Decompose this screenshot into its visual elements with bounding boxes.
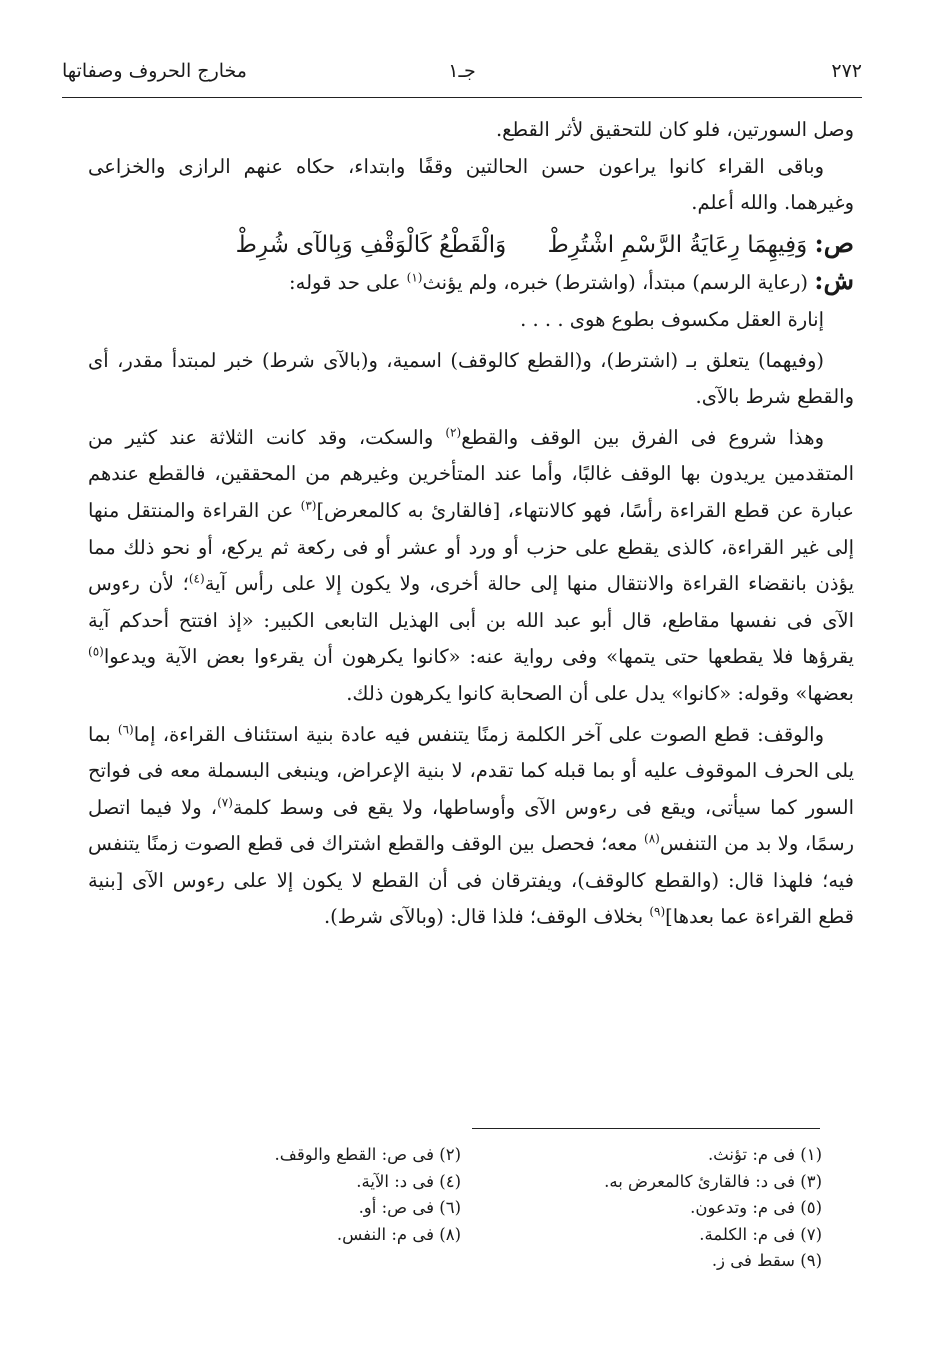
footnote-row — [100, 1222, 822, 1249]
footnote-text: فى ص: أو. — [358, 1198, 434, 1217]
running-header — [62, 60, 862, 90]
footnote-text: فى م: وتدعون. — [690, 1198, 795, 1217]
footnote-number: (٨) — [439, 1224, 461, 1244]
commentary-label: ش: — [814, 266, 854, 296]
footnotes — [100, 1142, 822, 1275]
footnote-ref[interactable]: (٤) — [188, 571, 205, 586]
footnote — [461, 1222, 822, 1249]
footnote — [100, 1142, 461, 1169]
text-run: بخلاف الوقف؛ فلذا قال: (وبالآى شرط). — [323, 905, 650, 929]
footnote-number: (٢) — [439, 1145, 461, 1164]
footnote-row — [100, 1248, 822, 1275]
commentary-line — [88, 263, 854, 302]
footnote-number: (٦) — [439, 1198, 461, 1217]
text-run: معه؛ فحصل بين الوقف والقطع اشتراك فى قطع الصوت زمنًا يتنفس فيه؛ فلهذا قال: (والقطع كالوقف)، ويفترقان فى أن القطع لا يكون إلا على رءوس الآى [بنية قطع القراءة عما بعدها] — [88, 832, 854, 929]
footnote-row — [100, 1195, 822, 1222]
footnote-number: (١) — [800, 1145, 822, 1164]
footnote-number: (٤) — [439, 1171, 461, 1191]
footnote-text: فى م: تؤنث. — [707, 1145, 795, 1164]
footnote-ref[interactable]: (٩) — [649, 904, 666, 919]
text-run: والسكت، وقد كانت الثلاثة عند كثير من المتقدمين يريدون بها الوقف غالبًا، وأما عند المتأخرين وغيرهم من المحققين، فالقطع عندهم عبارة عن قطع القراءة رأسًا، فهو كالانتهاء، [فالقارئ به كالمعرض] — [88, 425, 854, 522]
text-run: والوقف: قطع الصوت على آخر الكلمة زمنًا يتنفس فيه عادة بنية استئناف القراءة، إما — [133, 722, 824, 746]
footnote — [100, 1222, 461, 1249]
footnote-ref[interactable]: (٦) — [117, 722, 134, 736]
footnote-row — [100, 1142, 822, 1169]
footnote-ref[interactable]: (٥) — [88, 644, 104, 659]
paragraph-waqf — [88, 717, 854, 937]
text-run: وهذا شروع فى الفرق بين الوقف والقطع — [461, 425, 824, 449]
paragraph-readers: وباقى القراء كانوا يراعون حسن الحالتين وقفًا وابتداء، حكاه عنهم الرازى والخزاعى وغيرهما. والله أعلم. — [88, 154, 854, 215]
page-number: ٢٧٢ — [831, 60, 862, 82]
footnote-number: (٧) — [800, 1224, 822, 1244]
text-run: عن القراءة والمنتقل منها إلى غير القراءة، كالذى يقطع على حزب أو ورد أو عشر أو فى ركعة ثم يركع، أو نحو ذلك مما يؤذن بانقضاء القراءة والانتقال منها إلى حالة أخرى، ولا يكون إلا على رأس آية — [88, 498, 855, 596]
footnote-number: (٥) — [800, 1198, 822, 1217]
paragraph-continuation: وصل السورتين، فلو كان للتحقيق لأثر القطع. — [495, 118, 854, 141]
paragraph-grammar: (وفيهما) يتعلق بـ (اشترط)، و(القطع كالوقف) اسمية، و(بالآى شرط) خبر لمبتدأ مقدر، أى والقطع شرط بالآى. — [88, 348, 854, 409]
text-run: بعضها» وقوله: «كانوا» يدل على أن الصحابة كانوا يكرهون ذلك. — [346, 681, 854, 705]
verse-hemistich-second: وَالْقَطْعُ كَالْوَقْفِ وَبِالآى شُرِطْ — [235, 231, 507, 258]
footnote-text: فى م: الكلمة. — [699, 1224, 795, 1244]
footnote — [461, 1142, 822, 1169]
footnote-text: فى م: النفس. — [336, 1224, 434, 1244]
footnote-ref[interactable]: (١) — [406, 270, 423, 285]
footnote-text: سقط فى ز. — [711, 1251, 795, 1270]
commentary-text: (رعاية الرسم) مبتدأ، (واشترط) خبره، ولم يؤنث — [422, 271, 809, 295]
footnote-ref[interactable]: (٣) — [300, 498, 317, 513]
footnote-ref[interactable]: (٢) — [445, 425, 462, 440]
header-rule — [62, 97, 862, 98]
text-run: ؛ لأن رءوس الآى فى نفسها مقاطع، قال أبو عبد الله بن أبى الهذيل التابعى الكبير: «إذ افتتح أحدكم آية يقرؤها فلا يقطعها حتى يتمها» وفى رواية عنه: «كانوا يكرهون أن يقرءوا بعض الآية ويدعوا — [88, 572, 854, 669]
footnote-text: فى د: فالقارئ كالمعرض به. — [604, 1171, 795, 1191]
footnote-text: فى ص: القطع والوقف. — [274, 1145, 434, 1164]
footnote-number: (٣) — [800, 1171, 822, 1191]
footnote-ref[interactable]: (٨) — [644, 831, 660, 846]
text-run: ، ولا فيما اتصل رسمًا، ولا بد من التنفس — [88, 795, 855, 856]
footnote-ref[interactable]: (٧) — [217, 795, 233, 810]
footnote-separator — [472, 1128, 820, 1129]
running-title: مخارج الحروف وصفاتها — [62, 60, 247, 82]
footnote-number: (٩) — [800, 1251, 822, 1270]
footnote — [100, 1195, 461, 1222]
footnote — [461, 1169, 822, 1196]
verse-label: ص: — [814, 228, 854, 258]
verse-line — [88, 226, 854, 264]
footnote — [461, 1248, 822, 1275]
footnote — [100, 1169, 461, 1196]
footnote-row — [100, 1169, 822, 1196]
quoted-verse: إنارة العقل مكسوف بطوع هوى . . . . — [520, 307, 824, 331]
text-run: بما يلى الحرف الموقوف عليه أو بما قبله كما تقدم، لا بنية الإعراض، وينبغى البسملة معه فى فواتح السور كما سيأتى، ويقع فى رءوس الآى وأوساطها، ولا يقع فى وسط كلمة — [88, 722, 855, 819]
paragraph-qat — [88, 420, 854, 713]
verse-hemistich-first: وَفِيهِمَا رِعَايَةُ الرَّسْمِ اشْتُرِطْ — [547, 231, 808, 258]
footnote-text: فى د: الآية. — [356, 1171, 434, 1191]
commentary-text-end: على حد قوله: — [289, 271, 407, 295]
volume-label: جـ١ — [448, 60, 476, 82]
footnote — [461, 1195, 822, 1222]
main-text — [88, 112, 854, 936]
